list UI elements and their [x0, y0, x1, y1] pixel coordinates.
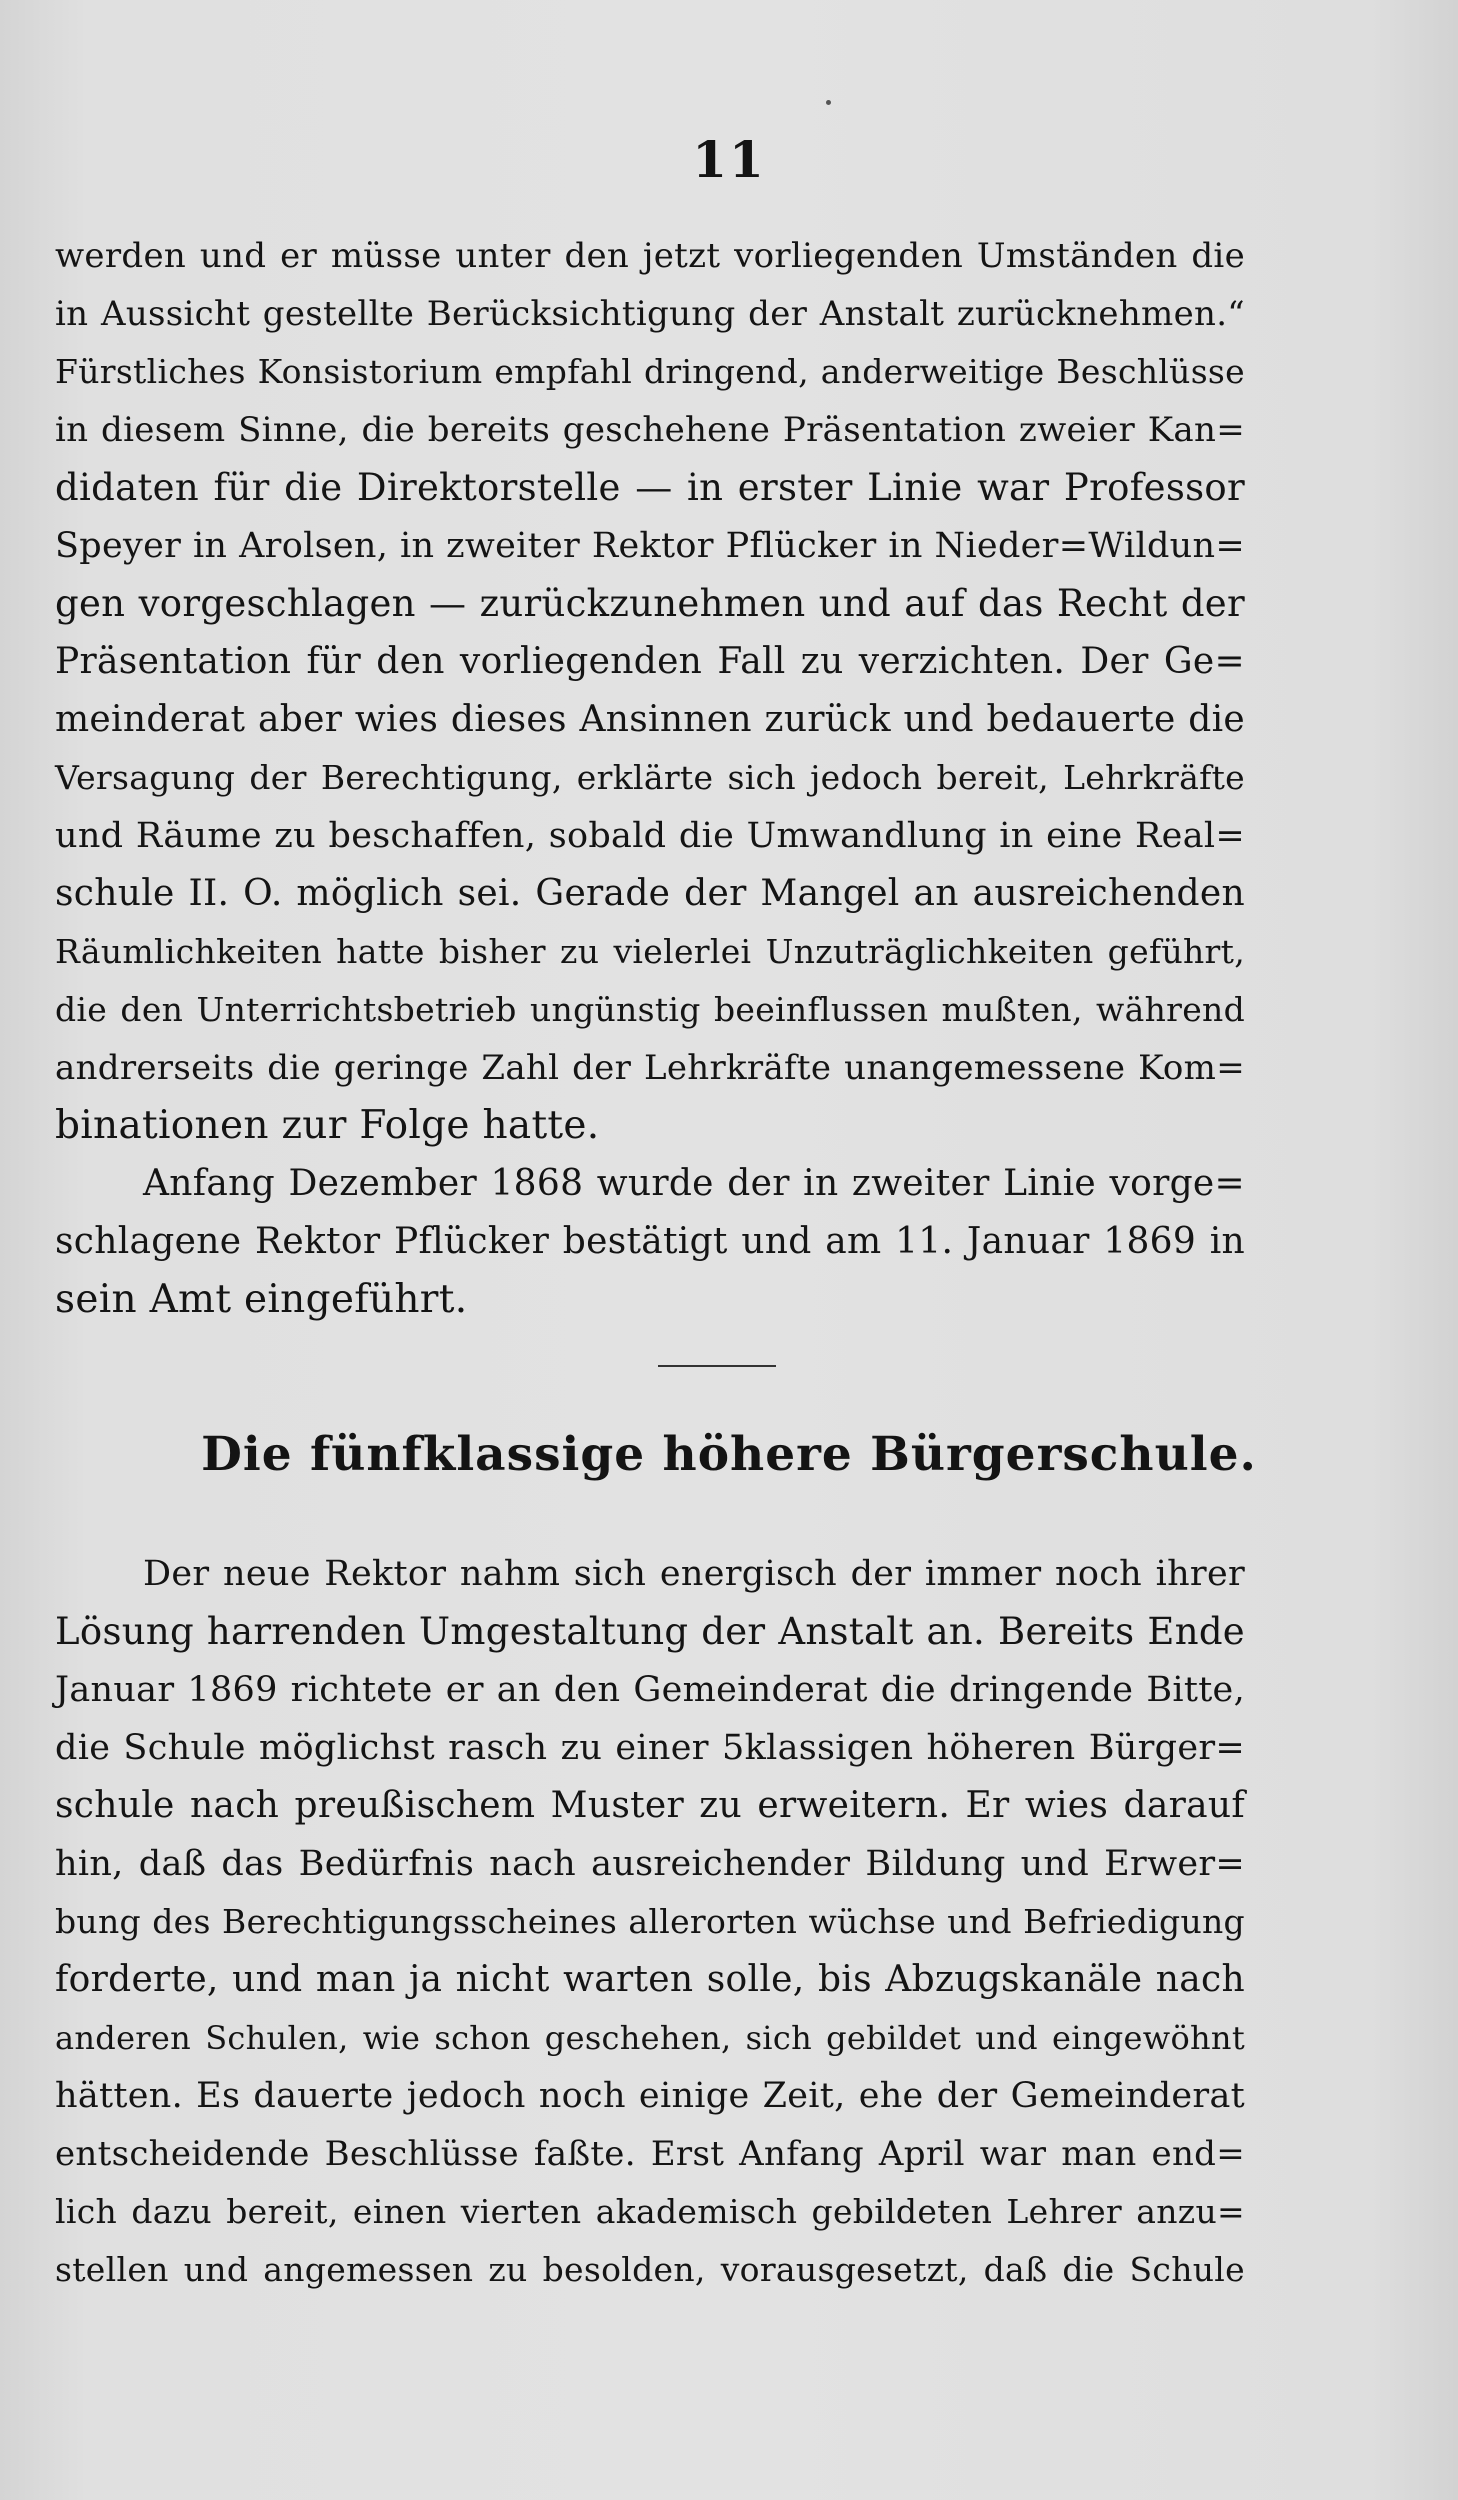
text-line: Versagung der Berechtigung, erklärte sich jedoch bereit, Lehrkräfte [55, 758, 1245, 797]
text-line: Räumlichkeiten hatte bisher zu vielerlei Unzuträglichkeiten geführt, [55, 932, 1245, 971]
text-line: schule nach preußischem Muster zu erweitern. Er wies darauf [55, 1785, 1245, 1826]
text-line: werden und er müsse unter den jetzt vorliegenden Umständen die [55, 236, 1245, 276]
text-line: die Schule möglichst rasch zu einer 5klassigen höheren Bürger= [55, 1728, 1245, 1768]
text-line: anderen Schulen, wie schon geschehen, sich gebildet und eingewöhnt [55, 2019, 1245, 2057]
text-line: hin, daß das Bedürfnis nach ausreichender Bildung und Erwer= [55, 1844, 1245, 1884]
text-line: schule II. O. möglich sei. Gerade der Mangel an ausreichenden [55, 873, 1245, 914]
text-line: Fürstliches Konsistorium empfahl dringend, anderweitige Beschlüsse [55, 352, 1245, 391]
text-line: Präsentation für den vorliegenden Fall zu verzichten. Der Ge= [55, 641, 1245, 682]
text-line: Lösung harrenden Umgestaltung der Anstalt an. Bereits Ende [55, 1610, 1245, 1653]
ink-speck [826, 100, 831, 105]
text-line: stellen und angemessen zu besolden, vorausgesetzt, daß die Schule [55, 2250, 1245, 2289]
text-line: die den Unterrichtsbetrieb ungünstig beeinflussen mußten, während [55, 990, 1245, 1029]
text-line: didaten für die Direktorstelle — in erster Linie war Professor [55, 466, 1245, 509]
text-line: forderte, und man ja nicht warten solle, bis Abzugskanäle nach [55, 1959, 1245, 2000]
section-heading: Die fünfklassige höhere Bürgerschule. [201, 1427, 1257, 1482]
text-line: hätten. Es dauerte jedoch noch einige Zeit, ehe der Gemeinderat [55, 2076, 1245, 2116]
text-line: und Räume zu beschaffen, sobald die Umwandlung in eine Real= [55, 816, 1245, 856]
text-line: sein Amt eingeführt. [55, 1277, 468, 1322]
text-line: binationen zur Folge hatte. [55, 1103, 600, 1148]
text-line: entscheidende Beschlüsse faßte. Erst Anfang April war man end= [55, 2134, 1245, 2174]
text-line: gen vorgeschlagen — zurückzunehmen und auf das Recht der [55, 582, 1245, 625]
text-line: bung des Berechtigungsscheines allerorten wüchse und Befriedigung [55, 1902, 1245, 1941]
text-line: schlagene Rektor Pflücker bestätigt und am 11. Januar 1869 in [55, 1221, 1245, 1262]
text-line: andrerseits die geringe Zahl der Lehrkräfte unangemessene Kom= [55, 1048, 1245, 1088]
text-line: lich dazu bereit, einen vierten akademisch gebildeten Lehrer anzu= [55, 2192, 1245, 2231]
text-line: in Aussicht gestellte Berücksichtigung der Anstalt zurücknehmen.“ [55, 294, 1245, 334]
text-line: Der neue Rektor nahm sich energisch der immer noch ihrer [143, 1554, 1245, 1594]
text-line: Januar 1869 richtete er an den Gemeinderat die dringende Bitte, [55, 1670, 1245, 1710]
text-line: in diesem Sinne, die bereits geschehene Präsentation zweier Kan= [55, 410, 1245, 450]
section-divider [658, 1365, 776, 1367]
text-line: meinderat aber wies dieses Ansinnen zurück und bedauerte die [55, 699, 1245, 740]
text-line: Speyer in Arolsen, in zweiter Rektor Pflücker in Nieder=Wildun= [55, 526, 1245, 566]
page-number: 11 [692, 130, 766, 189]
text-line: Anfang Dezember 1868 wurde der in zweiter Linie vorge= [143, 1163, 1245, 1204]
